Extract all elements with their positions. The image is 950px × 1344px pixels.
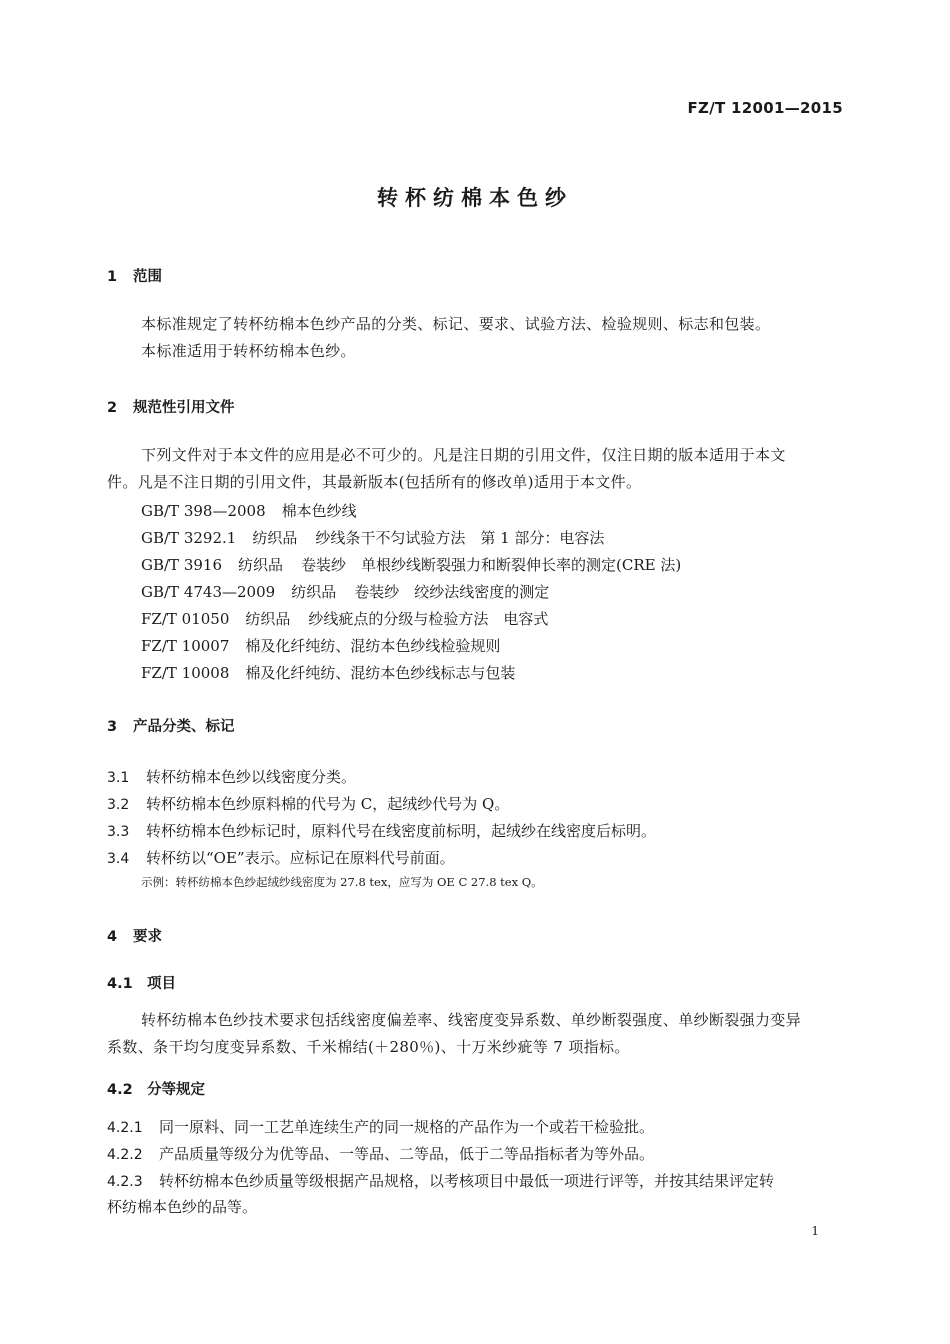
reference-subtitle: 纱线条干不匀试验方法 第 1 部分：电容法 <box>315 529 605 547</box>
clause-4-2-3 <box>107 1170 774 1191</box>
reference-title: 纺织品 <box>291 583 337 601</box>
clause-3-4 <box>107 847 455 868</box>
clause-number: 4.2.2 <box>107 1147 143 1163</box>
clause-text: 转杯纺以“OE”表示。应标记在原料代号前面。 <box>146 849 455 867</box>
section-4-1-heading <box>107 972 176 993</box>
example-label: 示例： <box>141 875 176 889</box>
references-intro-line-2: 件。凡是不注日期的引用文件，其最新版本(包括所有的修改单)适用于本文件。 <box>107 473 642 491</box>
reference-item <box>141 662 515 683</box>
example-text: 转杯纺棉本色纱起绒纱线密度为 27.8 tex，应写为 OE C 27.8 tex Q。 <box>175 875 543 889</box>
clause-number: 4.2.1 <box>107 1120 143 1136</box>
clause-text: 同一原料、同一工艺单连续生产的同一规格的产品作为一个或若干检验批。 <box>159 1118 655 1136</box>
section-number: 4.2 <box>107 1082 133 1098</box>
reference-code: GB/T 4743—2009 <box>141 583 276 601</box>
section-4-heading <box>107 925 162 946</box>
references-intro-line-1: 下列文件对于本文件的应用是必不可少的。凡是注日期的引用文件，仅注日期的版本适用于本文 <box>141 446 786 464</box>
example-note <box>141 874 543 890</box>
clause-text: 转杯纺棉本色纱标记时，原料代号在线密度前标明，起绒纱在线密度后标明。 <box>146 822 657 840</box>
reference-title: 纺织品 <box>252 529 298 547</box>
reference-code: GB/T 398—2008 <box>141 502 266 520</box>
clause-3-1 <box>107 766 356 787</box>
scope-paragraph-1: 本标准规定了转杯纺棉本色纱产品的分类、标记、要求、试验方法、检验规则、标志和包装。 <box>141 315 771 333</box>
clause-number: 4.2.3 <box>107 1174 143 1190</box>
section-title: 范围 <box>133 269 162 285</box>
clause-3-3 <box>107 820 656 841</box>
page-number: 1 <box>811 1224 819 1238</box>
section-title: 产品分类、标记 <box>133 719 235 735</box>
clause-number: 3.4 <box>107 851 130 867</box>
section-3-heading <box>107 715 235 736</box>
section-4-2-heading <box>107 1078 205 1099</box>
reference-subtitle: 纱线疵点的分级与检验方法 电容式 <box>308 610 549 628</box>
reference-item <box>141 554 681 575</box>
section-number: 2 <box>107 400 118 416</box>
section-number: 4.1 <box>107 976 133 992</box>
section-title: 要求 <box>133 929 162 945</box>
section-title: 项目 <box>147 976 176 992</box>
clause-4-2-2 <box>107 1143 654 1164</box>
reference-code: GB/T 3292.1 <box>141 529 237 547</box>
reference-subtitle: 卷装纱 绞纱法线密度的测定 <box>354 583 550 601</box>
reference-code: FZ/T 10008 <box>141 664 230 682</box>
reference-item <box>141 500 357 521</box>
scope-paragraph-2: 本标准适用于转杯纺棉本色纱。 <box>141 342 356 360</box>
clause-text: 转杯纺棉本色纱以线密度分类。 <box>146 768 357 786</box>
clause-3-2 <box>107 793 509 814</box>
clause-text: 产品质量等级分为优等品、一等品、二等品，低于二等品指标者为等外品。 <box>159 1145 655 1163</box>
clause-4-2-1 <box>107 1116 654 1137</box>
clause-number: 3.1 <box>107 770 130 786</box>
reference-title: 纺织品 <box>245 610 291 628</box>
reference-title: 纺织品 <box>238 556 284 574</box>
section-title: 规范性引用文件 <box>133 400 235 416</box>
document-title: 转杯纺棉本色纱 <box>377 186 573 210</box>
section-number: 3 <box>107 719 118 735</box>
clause-text: 转杯纺棉本色纱质量等级根据产品规格，以考核项目中最低一项进行评等，并按其结果评定转 <box>159 1172 775 1190</box>
reference-subtitle: 卷装纱 单根纱线断裂强力和断裂伸长率的测定(CRE 法) <box>301 556 682 574</box>
section-title: 分等规定 <box>147 1082 205 1098</box>
reference-item <box>141 608 548 629</box>
clause-number: 3.3 <box>107 824 130 840</box>
reference-code: FZ/T 01050 <box>141 610 230 628</box>
section-number: 1 <box>107 269 118 285</box>
standard-number: FZ/T 12001—2015 <box>687 99 843 117</box>
requirements-line-2: 系数、条干均匀度变异系数、千米棉结(＋280％)、十万米纱疵等 7 项指标。 <box>107 1038 630 1056</box>
section-number: 4 <box>107 929 118 945</box>
reference-title: 棉本色纱线 <box>281 502 357 520</box>
clause-number: 3.2 <box>107 797 130 813</box>
reference-title: 棉及化纤纯纺、混纺本色纱线标志与包装 <box>245 664 516 682</box>
reference-title: 棉及化纤纯纺、混纺本色纱线检验规则 <box>245 637 501 655</box>
reference-code: FZ/T 10007 <box>141 637 230 655</box>
reference-code: GB/T 3916 <box>141 556 223 574</box>
reference-item <box>141 581 549 602</box>
reference-item <box>141 635 500 656</box>
clause-4-2-3-continuation: 杯纺棉本色纱的品等。 <box>107 1198 258 1216</box>
requirements-line-1: 转杯纺棉本色纱技术要求包括线密度偏差率、线密度变异系数、单纱断裂强度、单纱断裂强力变异 <box>141 1011 802 1029</box>
section-1-heading <box>107 265 162 286</box>
section-2-heading <box>107 396 235 417</box>
reference-item <box>141 527 604 548</box>
clause-text: 转杯纺棉本色纱原料棉的代号为 C，起绒纱代号为 Q。 <box>146 795 510 813</box>
